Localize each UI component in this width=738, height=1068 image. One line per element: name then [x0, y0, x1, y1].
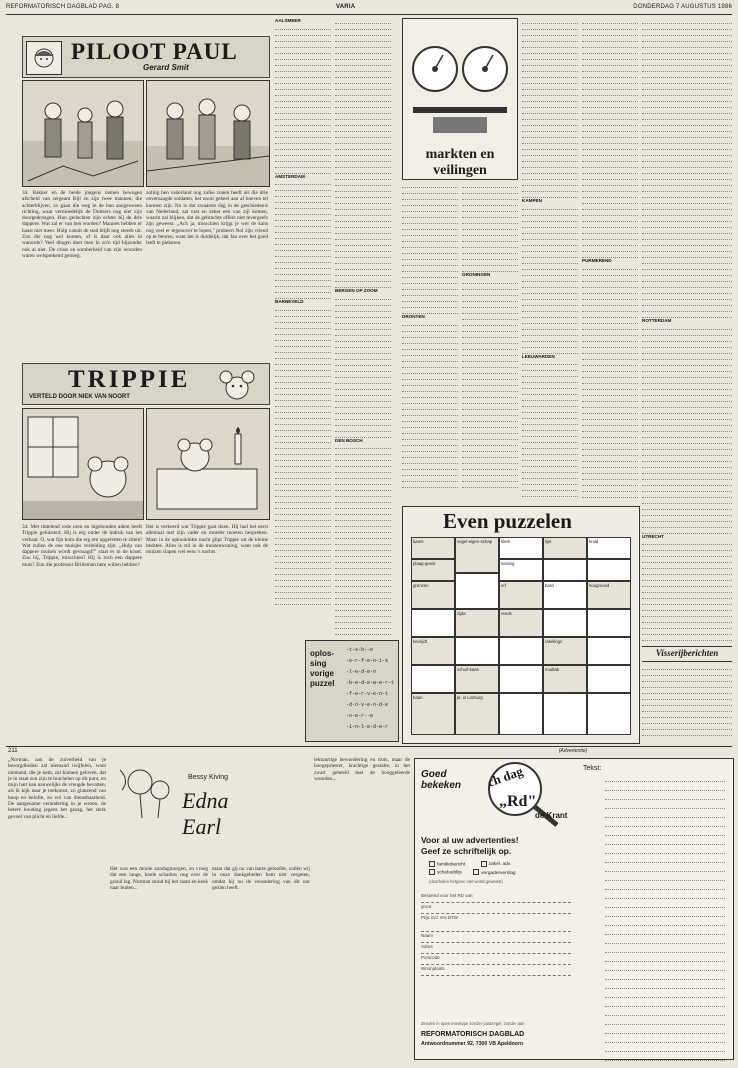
option-label: familiebericht: [437, 862, 466, 868]
puzzle-cell[interactable]: [499, 693, 543, 735]
puzzle-solution-label: oplos-sing vorige puzzel: [310, 649, 335, 688]
solution-row: -t-s-b--e: [346, 647, 374, 653]
comic2-title: TRIPPIE: [68, 366, 191, 393]
comic1-panel-2: [146, 80, 270, 187]
header-center: VARIA: [336, 4, 356, 10]
comic1-text-col2: zoling hen vaderland nog zulke zonen heeft als die drie onversaagde soldaten, het nooit geheel aan af hoeven tel kunnen zijn. Nu is dat zwaarste dag in de geschiedenis van Nederland, zal vast en zeker een van zijl komen, waarin zal blijken, dat de gebrachte offers niet tevergeefs zijn geweest. „Ach ja, misschien krijgt je wel de kans nog veel er tegenover te lopen,” probeert Nol zijn vriend op te beuren, want het is duidelijk, dat Jan over het goed leeft te piekeren.: [146, 190, 268, 247]
solution-row: -d-o-v-e-n-d-e: [346, 702, 389, 708]
mouse-icon: [213, 368, 261, 402]
market-section-10: PURMEREND: [582, 258, 612, 263]
advert-address-2: Antwoordnummer 92, 7300 VB Apeldoorn: [421, 1041, 524, 1047]
market-section-12: UTRECHT: [642, 533, 664, 539]
puzzle-cell[interactable]: [587, 637, 631, 665]
option-label: scheloeblijs: [437, 870, 462, 876]
comic1-title: PILOOT PAUL: [71, 39, 238, 64]
advert-form: [421, 893, 571, 977]
comic2-title-band: [22, 363, 270, 405]
page-header: [6, 2, 732, 15]
option-checkbox[interactable]: [429, 869, 435, 875]
advert-text-label: Tekst:: [583, 765, 602, 772]
column-number: 211: [8, 748, 18, 754]
puzzle-cell[interactable]: grenzen: [411, 581, 455, 609]
form-field-name[interactable]: Naam: [421, 933, 571, 943]
market-section-9: LEEUWARDEN: [522, 353, 555, 359]
market-section-3: BARNEVELD: [275, 299, 304, 305]
puzzle-box: [402, 506, 640, 744]
comic1-title-band: [22, 36, 270, 78]
option-label: zakel. adv.: [488, 862, 512, 868]
story-head: [110, 760, 270, 860]
comic1-panel-1: [22, 80, 144, 187]
column-text-2: Het was een mooie zondagmorgen, zo vroeg dat een lange, koele schaduw nog over de grond lag. Norman stond bij het raam en keek naar buiten...: [110, 866, 208, 891]
market-col-5: [522, 18, 578, 502]
advert-headline-2: Geef ze schriftelijk op.: [421, 846, 512, 856]
puzzle-solution-box: [305, 640, 399, 742]
advert-logo-rd: „Rd": [499, 793, 537, 810]
option-checkbox[interactable]: [473, 869, 479, 875]
solution-row: -e-r-f-e-n-i-s: [346, 658, 389, 664]
puzzle-cell[interactable]: zijde: [455, 609, 499, 637]
header-left: REFORMATORISCH DAGBLAD PAG. 8: [6, 4, 120, 10]
market-section-8: KAMPEN: [522, 198, 542, 203]
comic1-author: Gerard Smit: [143, 63, 189, 72]
advert-options: [429, 861, 569, 886]
puzzle-cell[interactable]: [499, 665, 543, 693]
market-section-2: AMSTERDAM: [275, 173, 305, 179]
comic1-logo: [26, 41, 62, 75]
advert-headline-1: Voor al uw advertenties!: [421, 835, 519, 845]
flower-illustration: [110, 760, 180, 820]
scales-illustration: [403, 19, 517, 145]
puzzle-cell[interactable]: kaars: [411, 537, 455, 559]
puzzle-cell[interactable]: [411, 609, 455, 637]
pilot-head-icon: [27, 42, 61, 74]
puzzle-cell[interactable]: [587, 665, 631, 693]
fish-title: Visserijberichten: [655, 648, 719, 658]
advert-badge: (Advertentie): [558, 748, 588, 754]
solution-row: -f-e-r-v-e-n-t: [346, 691, 389, 697]
market-section-11: ROTTERDAM: [642, 318, 672, 323]
puzzle-cell[interactable]: plaag-geest: [411, 559, 455, 581]
puzzle-title: Even puzzelen: [443, 509, 572, 533]
puzzle-cell[interactable]: [543, 693, 587, 735]
market-section-7: GRONINGEN: [462, 272, 491, 277]
advert-text-lines[interactable]: [605, 773, 725, 1051]
section-rule: [6, 746, 732, 747]
mouse-room-illustration: [23, 409, 143, 519]
market-title: markten en veilingen: [425, 147, 495, 178]
puzzle-cell[interactable]: hoogmoed: [587, 581, 631, 609]
market-section-4: BERGEN OP ZOOM: [335, 288, 378, 293]
puzzle-cell[interactable]: schuif-kaas: [455, 665, 499, 693]
puzzle-cell[interactable]: lossing: [499, 559, 543, 581]
form-field-size[interactable]: groot: [421, 904, 571, 914]
form-field-city[interactable]: Woonplaats: [421, 966, 571, 976]
market-col-4: [462, 182, 518, 502]
puzzle-cell[interactable]: [499, 637, 543, 665]
puzzle-cell[interactable]: lijst: [543, 537, 587, 559]
market-section-6: DRONTEN: [402, 314, 425, 319]
puzzle-cell[interactable]: vogel-eigen-schap: [455, 537, 499, 573]
form-field-price: Prijs incl. 6% BTW: [421, 915, 571, 932]
fish-header: [642, 646, 732, 662]
puzzle-solution-grid: [346, 645, 396, 733]
puzzle-cell[interactable]: [543, 559, 587, 581]
market-section-5: DEN BOSCH: [335, 437, 363, 443]
comic2-text-col2: Het is verkeerd wat Trippie gaat doen. Hij had het eerst allemaal met zijn vader en moeder moeten bespreken. Maar in de opkookhitte nacht glipt Trippie uit de kleine bedstee. Alles is stil in de muizenwoning, want ook de muizen slapen wel eens 's nachts.: [146, 524, 268, 556]
puzzle-cell[interactable]: bard: [543, 581, 587, 609]
option-checkbox[interactable]: [481, 861, 487, 867]
advert-small-note: Zenden in open envelope zonder postzegel, zonder aan: [421, 1021, 525, 1026]
puzzle-cell[interactable]: klerk: [499, 537, 543, 559]
market-col-1: [275, 18, 331, 740]
puzzle-cell[interactable]: [455, 573, 499, 609]
option-label: vergaderverslag: [481, 870, 516, 876]
advert-logo-chad: ch dag: [485, 763, 525, 790]
form-field-address[interactable]: Adres: [421, 944, 571, 954]
comic2-panel-1: [22, 408, 144, 520]
fish-text: [642, 664, 732, 740]
market-section-1: AALSMEER: [275, 18, 301, 23]
solution-row: -i-n-l-e-d-e-r: [346, 724, 389, 730]
mouse-bed-illustration: [147, 409, 269, 519]
solution-row: -l-e-d-e-n: [346, 669, 377, 675]
puzzle-grid: [411, 537, 631, 735]
comic1-text-col1: 34. Bakker en de beide jongens nemen bewogen afscheid van sergeant Bijl en zijn twee mannen; die achterblijven, zo gaan die weg in de hun aangewezen richting, waar vermoedelijk de Duitsers nog niet zijn doorgedrongen. Hun gedachten zijn echter bij de drie dappere. Wat zal er van hen worden? Mannen hebben er haast niet meer. Hulp vanuit de stad blijft nog steeds uit. Zou die nog wel komen, of is daar ook alles in wanorde? Veel dingen doet men in zo'n tijd bijzonder ook al niet. De crisis en somberheid van zijn woorden waren welsprekend genoeg.: [22, 190, 142, 259]
advert-box: [414, 758, 734, 1060]
soldiers-illustration: [147, 81, 269, 186]
comic2-text-col1: 34. Met tintelend rode oren en ingehouden adem heeft Trippie geluisterd. Hij is erg onder de indruk van het verhaal. O, wat fijn kom die erg om opgeletten te zitten! Wat zullen de ene muisjes verleiding zijn. „Hulp van dappere muisen wordt gevraagd!” staat er in de krant. Zou hij, Trippie, misschien? Hij is toch een dappere muis? Zou die professor Brilleman hem willen hebben?: [22, 524, 142, 568]
puzzle-cell[interactable]: kruid: [587, 537, 631, 559]
soldiers-illustration: [23, 81, 143, 186]
puzzle-cell[interactable]: [455, 637, 499, 665]
market-header: [402, 18, 518, 180]
puzzle-cell[interactable]: pl. in Limburg: [455, 693, 499, 735]
story-author: Bessy Kiving: [188, 774, 229, 781]
advert-logo-right: de Krant: [535, 811, 568, 820]
market-col-7: [642, 18, 732, 644]
comic2-panel-2: [146, 408, 270, 520]
puzzle-cell[interactable]: rakelings: [543, 637, 587, 665]
puzzle-cell[interactable]: mudtak: [543, 665, 587, 693]
form-field-postcode[interactable]: Postcode: [421, 955, 571, 965]
comic2-author: VERTELD DOOR NIEK VAN NOORT: [29, 394, 130, 400]
option-note: (doorhalen hetgeen niet wordt gewenst): [429, 878, 503, 884]
market-col-6: [582, 18, 638, 502]
puzzle-cell[interactable]: erf: [499, 581, 543, 609]
puzzle-cell[interactable]: baan: [411, 693, 455, 735]
form-field-date[interactable]: Bestemd voor het RD van: [421, 893, 571, 903]
header-right: DONDERDAG 7 AUGUSTUS 1986: [633, 4, 732, 10]
column-text-1: „Norman, aan de zuiverheid van je bezorgdheden zal niemand twijfelen, want niemand, die je kent, zal kunnen geloven, dat je in staat zou zijn te huichelen op dit punt, en mijn hart kan nauwelijks de vreugde bevatten, als ik kijk naar je toekomst, zo glanzend van hoop en belofte, zo vol van dienstbaarheid. De aangename verandering in je wezen, de betere houding jegens het gezag, het sterk gevoel van plicht en liefde...: [8, 757, 106, 820]
solution-row: -b-e-d-e-w-e-r-t: [346, 680, 395, 686]
puzzle-cell[interactable]: [587, 559, 631, 581]
puzzle-cell[interactable]: bevrijdt: [411, 637, 455, 665]
column-text-3: maar dat gij nu van harte geloofde, zullen wij in onze dankgebeden hem niet vergeten, omdat hij nu de verandering van dit uur gezien heeft.: [212, 866, 310, 891]
market-col-3: [402, 182, 458, 502]
puzzle-cell[interactable]: [587, 693, 631, 735]
puzzle-cell[interactable]: [411, 665, 455, 693]
story-title: Edna Earl: [182, 788, 229, 839]
puzzle-cell[interactable]: reeds: [499, 609, 543, 637]
puzzle-cell[interactable]: [587, 609, 631, 637]
advert-address-1: REFORMATORISCH DAGBLAD: [421, 1031, 525, 1038]
market-col-2: [335, 18, 391, 740]
solution-row: -o-e-r--e: [346, 713, 374, 719]
puzzle-cell[interactable]: [543, 609, 587, 637]
column-text-4: lektuurtige bewondering en trots, maar de hoogepriester, krachtige gestalte, in het zwart geheeld met de hooggeleerde woorden...: [314, 757, 410, 782]
option-checkbox[interactable]: [429, 861, 435, 867]
advert-logo-left: Goed bekeken: [421, 769, 462, 791]
